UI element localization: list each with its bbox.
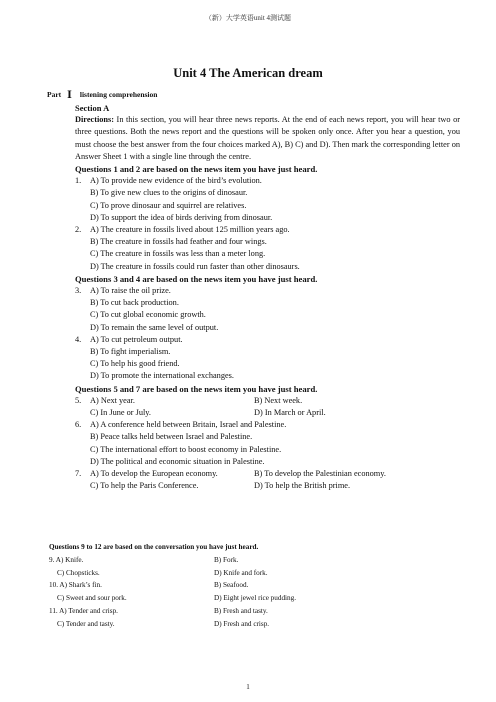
option: C) In June or July. (90, 408, 151, 418)
question-4 (75, 334, 460, 383)
option: D) To help the British prime. (254, 481, 351, 491)
answer-row (49, 592, 449, 605)
option: C) Tender and tasty. (57, 619, 115, 628)
option: A) To raise the oil prize. (90, 286, 171, 296)
answer-row (49, 554, 449, 567)
option: B) To develop the Palestinian economy. (254, 469, 386, 479)
question-3 (75, 285, 460, 334)
question-number: 7. (75, 469, 82, 479)
option: B) The creature in fossils had feather and four wings. (90, 237, 267, 247)
page-title: Unit 4 The American dream (173, 66, 323, 80)
option: D) Eight jewel rice pudding. (214, 594, 297, 603)
option: B) Fresh and tasty. (214, 606, 268, 615)
option: D) The political and economic situation in Palestine. (90, 456, 265, 466)
option: B) To give new clues to the origins of dinosaur. (90, 188, 248, 198)
question-5 (75, 395, 460, 419)
option: C) The international effort to boost economy in Palestine. (90, 444, 282, 454)
page-header: （新）大学英语unit 4测试题 (204, 14, 292, 22)
option: C) To prove dinosaur and squirrel are relatives. (90, 200, 247, 210)
option: B) Seafood. (214, 581, 249, 590)
option: A) Next year. (90, 395, 135, 405)
option: C) To help his good friend. (90, 359, 180, 369)
option: 11. A) Tender and crisp. (49, 606, 118, 615)
directions-label: Directions: (75, 115, 115, 125)
option: C) To cut global economic growth. (90, 310, 206, 320)
option: C) Sweet and sour pork. (57, 594, 127, 603)
answer-row (49, 579, 449, 592)
question-number: 3. (75, 286, 82, 296)
question-6 (75, 419, 460, 468)
option: 9. A) Knife. (49, 555, 84, 564)
option: D) Knife and fork. (214, 568, 268, 577)
option: B) To cut back production. (90, 298, 179, 308)
option: A) To cut petroleum output. (90, 334, 183, 344)
option: C) Chopsticks. (57, 568, 100, 577)
question-number: 6. (75, 420, 82, 430)
option: D) The creature in fossils could run faster than other dinosaurs. (90, 261, 300, 271)
option: D) To support the idea of birds deriving from dinosaur. (90, 212, 273, 222)
option: C) The creature in fossils was less than a meter long. (90, 249, 266, 259)
question-group-heading: Questions 5 and 7 are based on the news item you have just heard. (75, 383, 318, 394)
option: D) To remain the same level of output. (90, 322, 219, 332)
option: 10. A) Shark’s fin. (49, 581, 102, 590)
part-heading (47, 89, 157, 100)
question-1 (75, 175, 460, 224)
conversation-questions (49, 541, 449, 631)
page-number: 1 (246, 683, 250, 691)
question-number: 2. (75, 225, 82, 235)
question-group-heading: Questions 1 and 2 are based on the news item you have just heard. (75, 164, 318, 175)
option: A) The creature in fossils lived about 125 million years ago. (90, 225, 290, 235)
question-number: 5. (75, 395, 82, 405)
option: D) To promote the international exchanges. (90, 371, 234, 381)
option: D) Fresh and crisp. (214, 619, 270, 628)
answer-row (49, 605, 449, 618)
option: A) To provide new evidence of the bird’s evolution. (90, 176, 262, 186)
question-number: 4. (75, 334, 82, 344)
directions-text: In this section, you will hear three news reports. At the end of each news report, you will hear two or three questions. Both the news report and the questions will be spoken only once. After you hear a question, you must choose the best answer from the four choices marked A), B) C) and D). Then mark the corresponding letter on Answer Sheet 1 with a single line through the centre. (75, 115, 460, 161)
question-group-heading: Questions 9 to 12 are based on the conversation you have just heard. (49, 543, 259, 551)
option: B) Next week. (254, 395, 303, 405)
answer-row (49, 567, 449, 580)
directions (75, 114, 460, 163)
question-2 (75, 224, 460, 273)
part-label: Part (47, 90, 62, 99)
option: B) To fight imperialism. (90, 347, 171, 357)
question-group-heading: Questions 3 and 4 are based on the news item you have just heard. (75, 273, 318, 284)
part-roman-numeral: Ⅰ (67, 90, 72, 101)
option: B) Peace talks held between Israel and Palestine. (90, 432, 253, 442)
option: A) A conference held between Britain, Israel and Palestine. (90, 420, 287, 430)
section-a-content (75, 102, 460, 493)
option: B) Fork. (214, 555, 239, 564)
question-number: 1. (75, 176, 82, 186)
option: A) To develop the European economy. (90, 469, 218, 479)
option: C) To help the Paris Conference. (90, 481, 199, 491)
question-7 (75, 468, 460, 492)
answer-row (49, 618, 449, 631)
section-a-heading: Section A (75, 103, 110, 113)
part-name: listening comprehension (79, 90, 158, 99)
option: D) In March or April. (254, 408, 326, 418)
